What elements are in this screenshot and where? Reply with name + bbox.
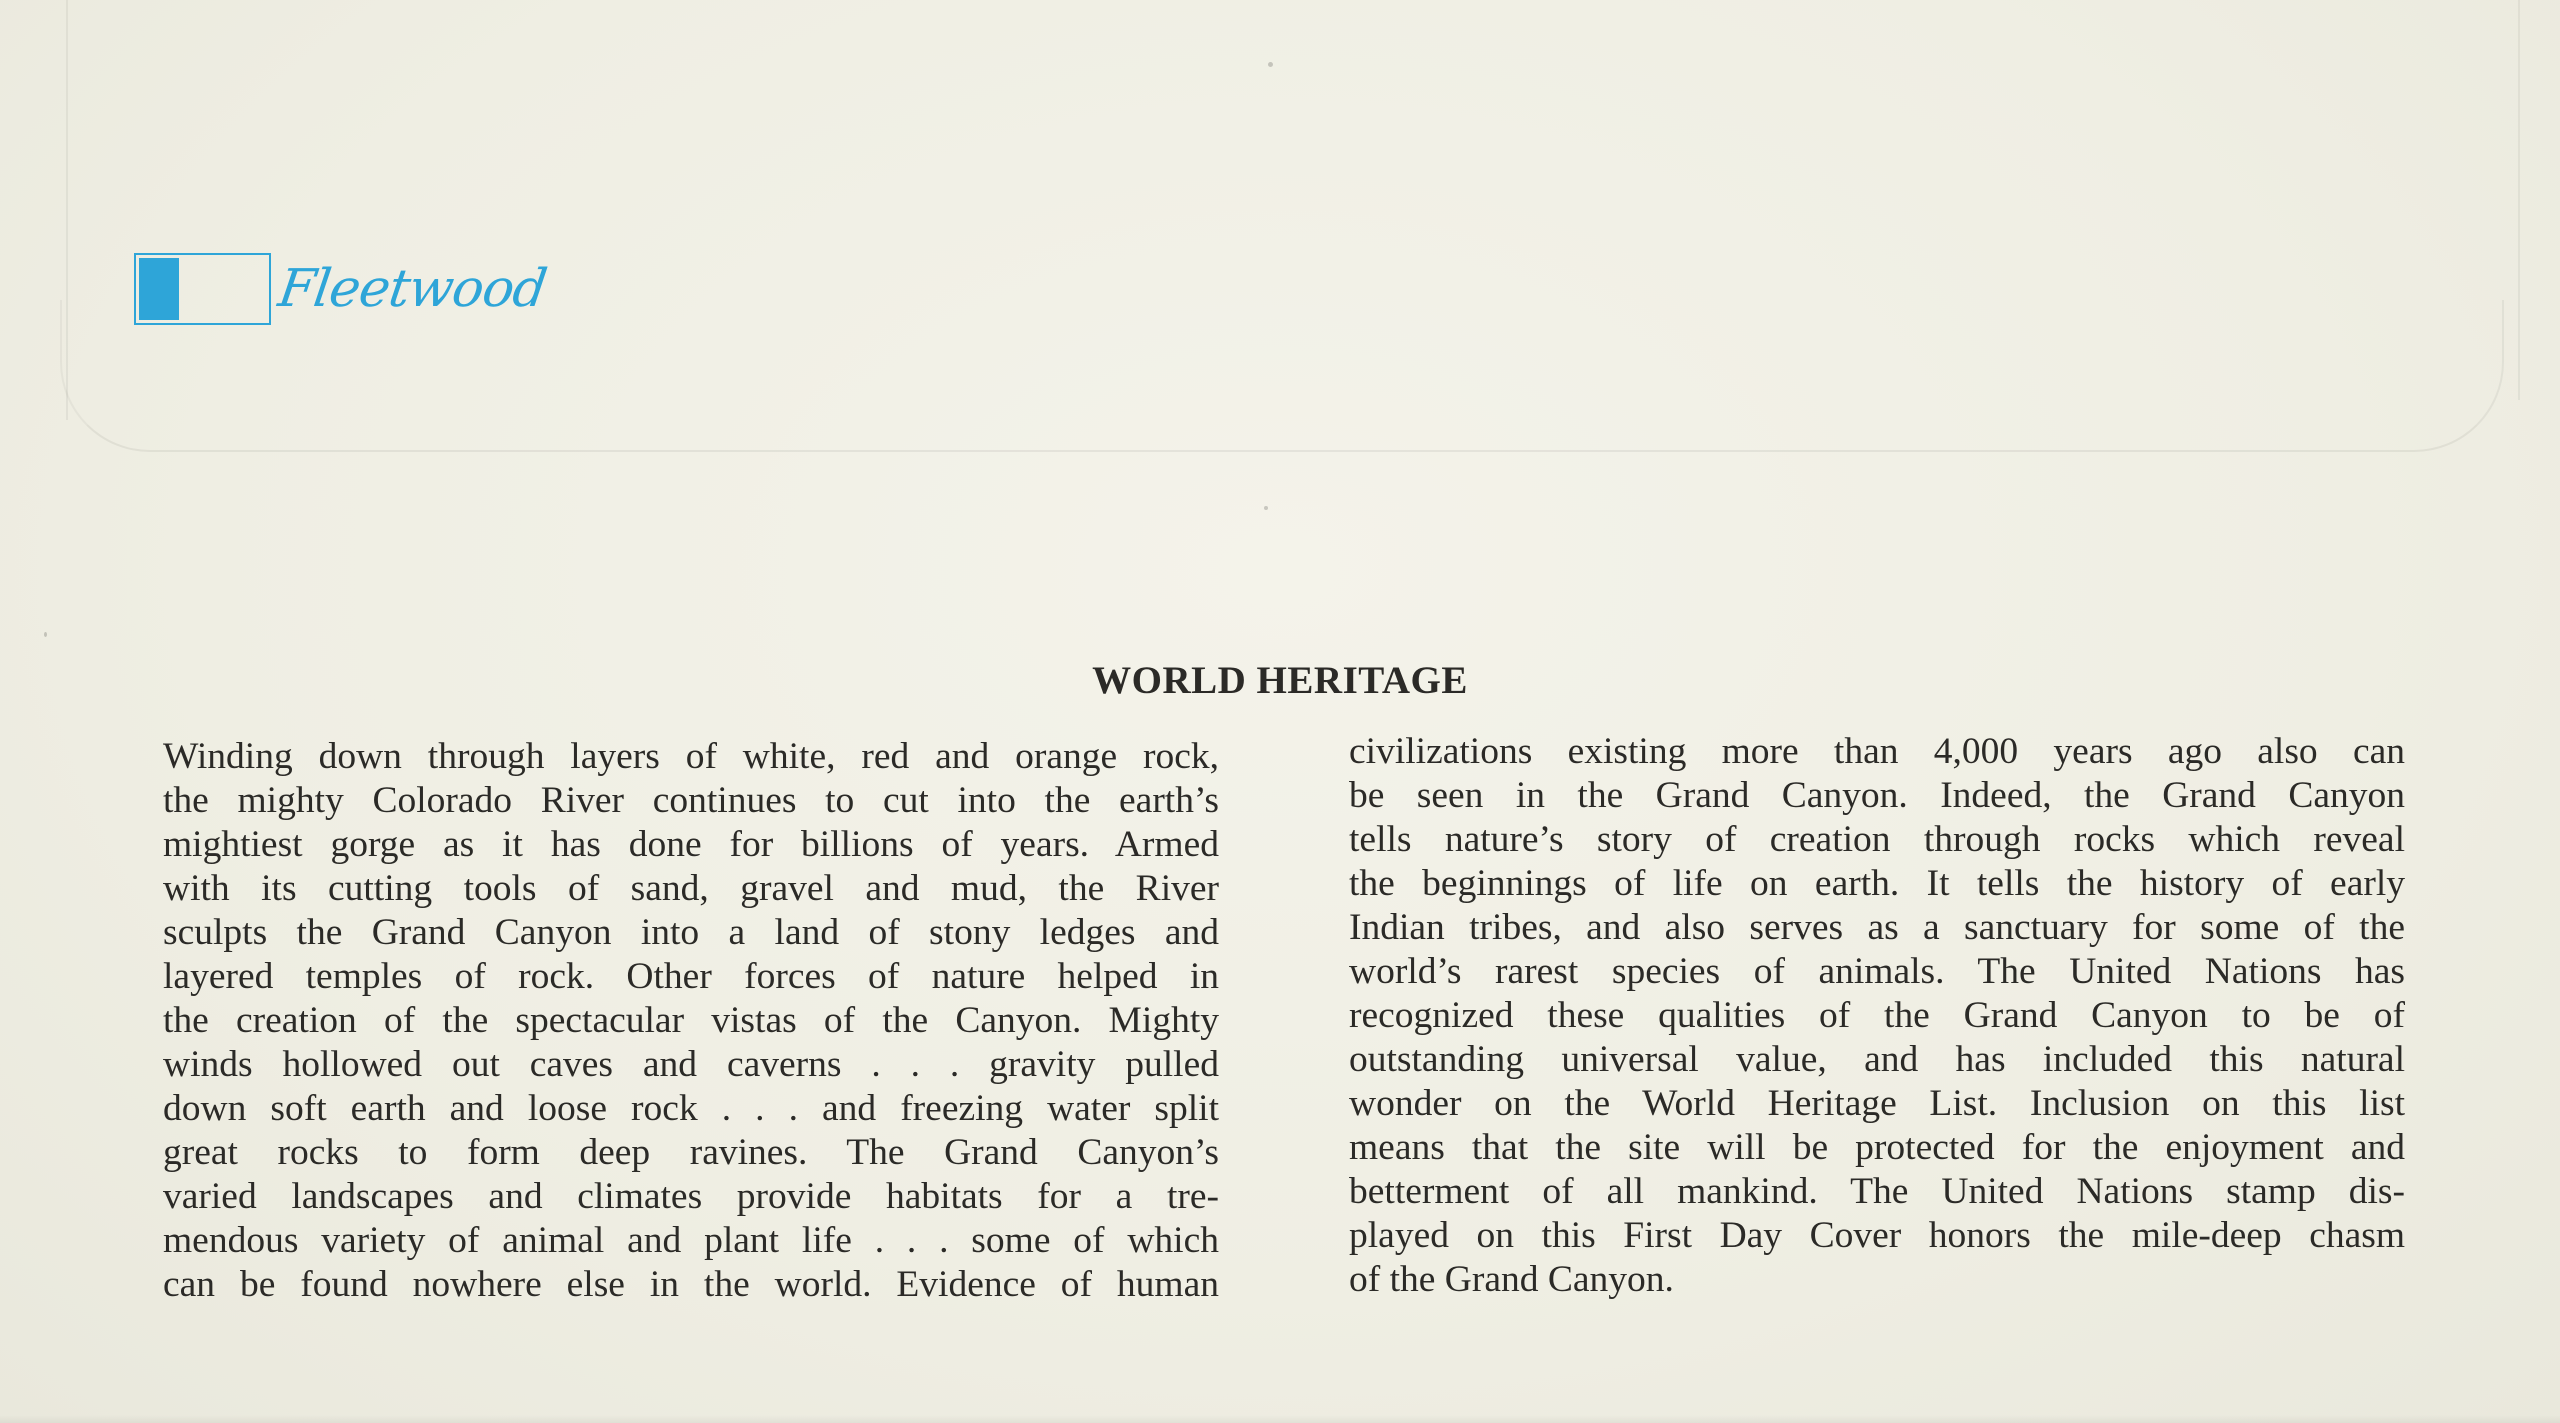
text-column-left [163, 735, 1219, 1307]
text-line: be seen in the Grand Canyon. Indeed, the Grand Canyon [1349, 775, 2405, 816]
text-line: can be found nowhere else in the world. Evidence of human [163, 1264, 1219, 1305]
text-line: Winding down through layers of white, red and orange rock, [163, 736, 1219, 777]
paper-speck [44, 632, 47, 637]
text-line: mightiest gorge as it has done for billions of years. Armed [163, 824, 1219, 865]
text-line: means that the site will be protected for the enjoyment and [1349, 1127, 2405, 1168]
text-line: the beginnings of life on earth. It tells the history of early [1349, 863, 2405, 904]
flap-crease-right [2518, 0, 2560, 400]
text-line: down soft earth and loose rock . . . and freezing water split [163, 1088, 1219, 1129]
logo-mark-fill [139, 258, 179, 320]
text-line: layered temples of rock. Other forces of nature helped in [163, 956, 1219, 997]
text-column-right [1349, 730, 2405, 1302]
logo-wordmark: Fleetwood [274, 259, 550, 319]
text-line: Indian tribes, and also serves as a sanctuary for some of the [1349, 907, 2405, 948]
text-line: the mighty Colorado River continues to cut into the earth’s [163, 780, 1219, 821]
text-line: world’s rarest species of animals. The United Nations has [1349, 951, 2405, 992]
logo-mark-icon [134, 253, 271, 325]
text-line: the creation of the spectacular vistas of the Canyon. Mighty [163, 1000, 1219, 1041]
paper-speck [1268, 62, 1273, 67]
text-line: betterment of all mankind. The United Nations stamp dis- [1349, 1171, 2405, 1212]
flap-crease-left [58, 0, 68, 420]
text-line: outstanding universal value, and has included this natural [1349, 1039, 2405, 1080]
text-line: civilizations existing more than 4,000 years ago also can [1349, 731, 2405, 772]
text-line: great rocks to form deep ravines. The Grand Canyon’s [163, 1132, 1219, 1173]
text-line: tells nature’s story of creation through rocks which reveal [1349, 819, 2405, 860]
text-line: varied landscapes and climates provide habitats for a tre- [163, 1176, 1219, 1217]
text-line: played on this First Day Cover honors the mile-deep chasm [1349, 1215, 2405, 1256]
fleetwood-logo [134, 251, 550, 327]
text-line: wonder on the World Heritage List. Inclusion on this list [1349, 1083, 2405, 1124]
paper-speck [1264, 506, 1268, 510]
text-line: recognized these qualities of the Grand Canyon to be of [1349, 995, 2405, 1036]
text-line: of the Grand Canyon. [1349, 1259, 1674, 1300]
envelope-bottom-edge [0, 1415, 2560, 1423]
text-line: with its cutting tools of sand, gravel and mud, the River [163, 868, 1219, 909]
text-line: winds hollowed out caves and caverns . . . gravity pulled [163, 1044, 1219, 1085]
page-title: WORLD HERITAGE [1092, 659, 1468, 702]
text-line: sculpts the Grand Canyon into a land of stony ledges and [163, 912, 1219, 953]
text-line: mendous variety of animal and plant life . . . some of which [163, 1220, 1219, 1261]
